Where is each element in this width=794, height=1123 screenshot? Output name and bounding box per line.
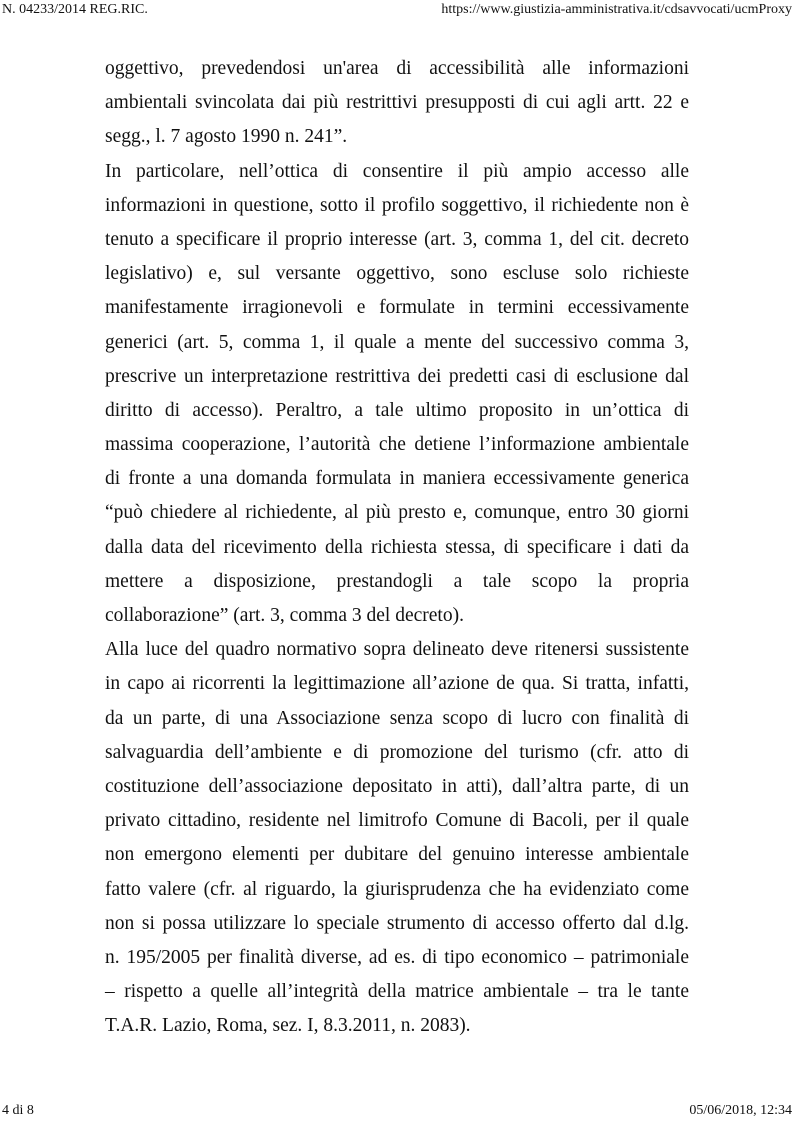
- body-line: manifestamente irragionevoli e formulate in termini eccessivamente: [105, 297, 689, 319]
- body-line: dalla data del ricevimento della richiesta stessa, di specificare i dati da: [105, 536, 689, 558]
- body-line: mettere a disposizione, prestandogli a tale scopo la propria: [105, 570, 689, 592]
- body-line: In particolare, nell’ottica di consentire il più ampio accesso alle: [105, 160, 689, 182]
- body-line: legislativo) e, sul versante oggettivo, sono escluse solo richieste: [105, 263, 689, 285]
- body-line: fatto valere (cfr. al riguardo, la giurisprudenza che ha evidenziato come: [105, 878, 689, 900]
- body-line: oggettivo, prevedendosi un'area di accessibilità alle informazioni: [105, 58, 689, 79]
- body-line: privato cittadino, residente nel limitrofo Comune di Bacoli, per il quale: [105, 810, 689, 832]
- body-line: da un parte, di una Associazione senza scopo di lucro con finalità di: [105, 707, 689, 729]
- body-line: prescrive un interpretazione restrittiva dei predetti casi di esclusione dal: [105, 365, 689, 387]
- footer-page-number: 4 di 8: [2, 1103, 34, 1118]
- body-line: in capo ai ricorrenti la legittimazione all’azione de qua. Si tratta, infatti,: [105, 673, 689, 695]
- body-line: informazioni in questione, sotto il profilo soggettivo, il richiedente non è: [105, 194, 689, 216]
- body-line: costituzione dell’associazione depositato in atti), dall’altra parte, di un: [105, 775, 689, 797]
- body-line: Alla luce del quadro normativo sopra delineato deve ritenersi sussistente: [105, 639, 689, 661]
- body-line: non emergono elementi per dubitare del genuino interesse ambientale: [105, 844, 689, 866]
- body-line: salvaguardia dell’ambiente e di promozione del turismo (cfr. atto di: [105, 741, 689, 763]
- body-line: n. 195/2005 per finalità diverse, ad es. di tipo economico – patrimoniale: [105, 946, 689, 968]
- body-line: “può chiedere al richiedente, al più presto e, comunque, entro 30 giorni: [105, 502, 689, 524]
- header-case-number: N. 04233/2014 REG.RIC.: [2, 2, 148, 17]
- document-body: [105, 52, 689, 1043]
- body-line: generici (art. 5, comma 1, il quale a mente del successivo comma 3,: [105, 331, 689, 353]
- body-line: diritto di accesso). Peraltro, a tale ultimo proposito in un’ottica di: [105, 399, 689, 421]
- body-line: segg., l. 7 agosto 1990 n. 241”.: [105, 126, 348, 148]
- body-line: – rispetto a quelle all’integrità della matrice ambientale – tra le tante: [105, 981, 689, 1003]
- body-line: non si possa utilizzare lo speciale strumento di accesso offerto dal d.lg.: [105, 912, 689, 934]
- body-line: ambientali svincolata dai più restrittivi presupposti di cui agli artt. 22 e: [105, 92, 689, 114]
- body-line: T.A.R. Lazio, Roma, sez. I, 8.3.2011, n. 2083).: [105, 1015, 471, 1037]
- body-line: tenuto a specificare il proprio interesse (art. 3, comma 1, del cit. decreto: [105, 228, 689, 250]
- body-line: di fronte a una domanda formulata in maniera eccessivamente generica: [105, 468, 689, 490]
- body-line: massima cooperazione, l’autorità che detiene l’informazione ambientale: [105, 434, 689, 456]
- body-line: collaborazione” (art. 3, comma 3 del decreto).: [105, 605, 464, 626]
- footer-timestamp: 05/06/2018, 12:34: [689, 1103, 792, 1118]
- header-url: https://www.giustizia-amministrativa.it/cdsavvocati/ucmProxy: [441, 2, 792, 17]
